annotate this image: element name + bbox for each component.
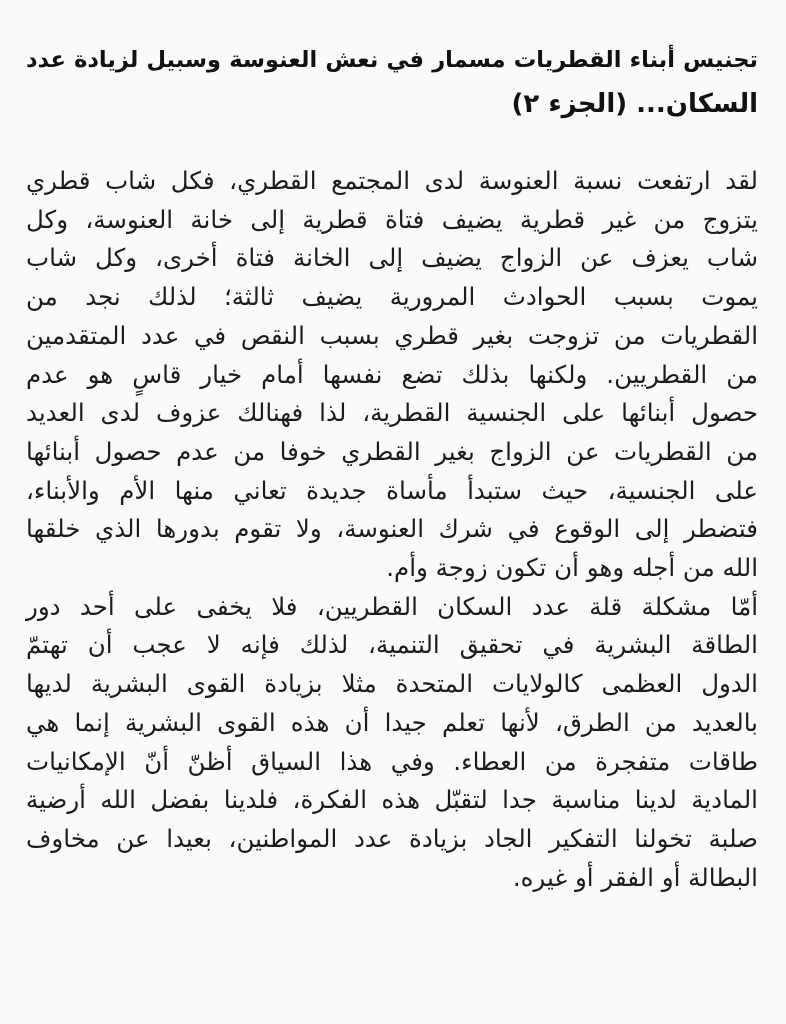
text-line: من القطريات عن الزواج بغير القطري خوفا من عدم حصول أبنائها [26, 436, 758, 466]
title-line: تجنيس أبناء القطريات مسمار في نعش العنوسة وسبيل لزيادة عدد [26, 47, 758, 73]
text-line: حصول أبنائها على الجنسية القطرية، لذا فهنالك عزوف لدى العديد [26, 398, 758, 428]
text-line: يتزوج من غير قطرية يضيف فتاة قطرية إلى خانة العنوسة، وكل [26, 204, 758, 234]
title-line: السكان... (الجزء ٢) [511, 89, 758, 119]
article-title [26, 38, 758, 126]
text-line: شاب يعزف عن الزواج يضيف إلى الخانة فتاة أخرى، وكل شاب [26, 243, 758, 273]
text-line: أمّا مشكلة قلة عدد السكان القطريين، فلا يخفى على أحد دور [26, 591, 758, 621]
text-line: من القطريين. ولكنها بذلك تضع نفسها أمام خيار قاسٍ هو عدم [26, 359, 758, 389]
text-line: طاقات متفجرة من العطاء. وفي هذا السياق أظنّ أنّ الإمكانيات [26, 746, 758, 776]
text-line: المادية لدينا مناسبة جدا لتقبّل هذه الفكرة، فلدينا بفضل الله أرضية [26, 785, 758, 815]
article [26, 38, 758, 897]
article-body [26, 162, 758, 897]
text-line: الدول العظمى كالولايات المتحدة مثلا بزيادة القوى البشرية لديها [26, 669, 758, 699]
text-line: يموت بسبب الحوادث المرورية يضيف ثالثة؛ لذلك نجد من [26, 282, 758, 312]
text-line: القطريات من تزوجت بغير قطري بسبب النقص في عدد المتقدمين [26, 320, 758, 350]
text-line: الطاقة البشرية في تحقيق التنمية، لذلك فإنه لا عجب أن تهتمّ [26, 630, 758, 660]
text-line: بالعديد من الطرق، لأنها تعلم جيدا أن هذه القوى البشرية إنما هي [26, 707, 758, 737]
text-line: على الجنسية، حيث ستبدأ مأساة جديدة تعاني منها الأم والأبناء، [26, 475, 758, 505]
text-line: البطالة أو الفقر أو غيره. [512, 862, 758, 892]
text-line: الله من أجله وهو أن تكون زوجة وأم. [386, 553, 758, 583]
paragraph-2 [26, 588, 758, 898]
text-line: صلبة تخولنا التفكير الجاد بزيادة عدد المواطنين، بعيدا عن مخاوف [26, 823, 758, 853]
text-line: فتضطر إلى الوقوع في شرك العنوسة، ولا تقوم بدورها الذي خلقها [26, 514, 758, 544]
text-line: لقد ارتفعت نسبة العنوسة لدى المجتمع القطري، فكل شاب قطري [26, 166, 758, 195]
paragraph-1 [26, 162, 758, 588]
